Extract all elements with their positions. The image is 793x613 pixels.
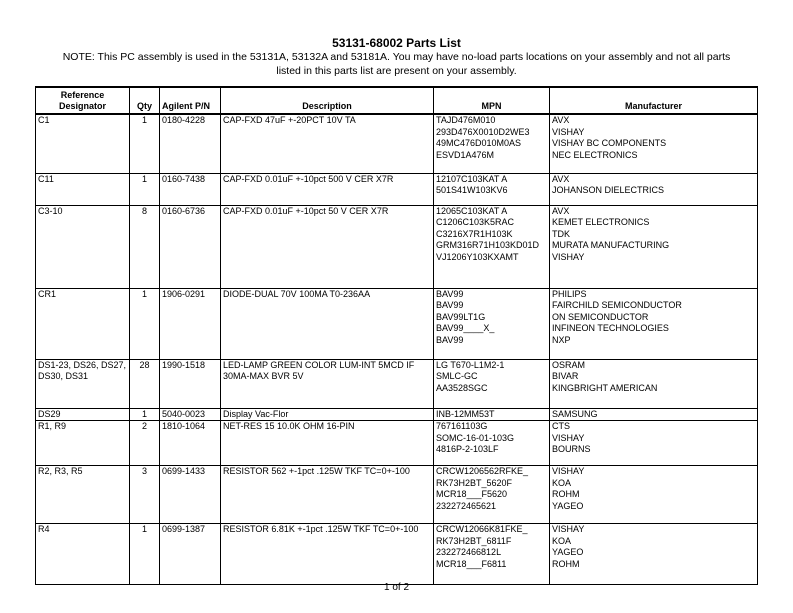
mpn-entry: MCR18___F6811 bbox=[436, 558, 507, 569]
mpn-entry: RK73H2BT_6811F bbox=[436, 535, 512, 546]
mpn-entry: VJ1206Y103KXAMT bbox=[436, 251, 519, 262]
table-row bbox=[36, 408, 758, 421]
manufacturer-entry: NEC ELECTRONICS bbox=[552, 149, 638, 160]
manufacturer-entry: TDK bbox=[552, 228, 570, 239]
manufacturer-entry: VISHAY bbox=[552, 524, 585, 534]
table-row bbox=[36, 466, 758, 524]
cell-agilent-pn: 5040-0023 bbox=[160, 408, 221, 421]
mpn-entry: BAV99 bbox=[436, 288, 464, 299]
mpn-entry: LG T670-L1M2-1 bbox=[436, 359, 505, 370]
cell-mpn bbox=[434, 205, 550, 288]
mpn-entry: BAV99____X_ bbox=[436, 323, 495, 333]
mpn-entry: 293D476X0010D2WE3 bbox=[436, 126, 530, 137]
cell-agilent-pn: 0160-6736 bbox=[160, 205, 221, 288]
manufacturer-entry: FAIRCHILD SEMICONDUCTOR bbox=[552, 300, 682, 310]
cell-qty: 3 bbox=[130, 466, 160, 524]
col-header-manufacturer: Manufacturer bbox=[550, 87, 758, 114]
cell-description: RESISTOR 6.81K +-1pct .125W TKF TC=0+-100 bbox=[221, 524, 434, 585]
cell-description: CAP-FXD 0.01uF +-10pct 500 V CER X7R bbox=[221, 173, 434, 205]
table-row bbox=[36, 359, 758, 408]
cell-agilent-pn: 1906-0291 bbox=[160, 288, 221, 359]
cell-mpn bbox=[434, 173, 550, 205]
col-header-agilent-pn: Agilent P/N bbox=[160, 87, 221, 114]
table-header-row bbox=[36, 87, 758, 114]
manufacturer-entry: MURATA MANUFACTURING bbox=[552, 240, 670, 250]
cell-manufacturer bbox=[550, 359, 758, 408]
mpn-entry: ESVD1A476M bbox=[436, 149, 495, 160]
manufacturer-entry: INFINEON TECHNOLOGIES bbox=[552, 323, 669, 333]
manufacturer-entry: VISHAY bbox=[552, 251, 585, 262]
cell-agilent-pn: 0160-7438 bbox=[160, 173, 221, 205]
cell-mpn bbox=[434, 408, 550, 421]
cell-reference-designator: DS1-23, DS26, DS27, DS30, DS31 bbox=[36, 359, 130, 408]
cell-description: CAP-FXD 47uF +-20PCT 10V TA bbox=[221, 114, 434, 173]
cell-manufacturer bbox=[550, 466, 758, 524]
cell-reference-designator: R4 bbox=[36, 524, 130, 585]
manufacturer-entry: NXP bbox=[552, 334, 571, 345]
mpn-entry: 232272465621 bbox=[436, 500, 497, 511]
cell-description: LED-LAMP GREEN COLOR LUM-INT 5MCD IF 30MA-MAX BVR 5V bbox=[221, 359, 434, 408]
cell-mpn bbox=[434, 359, 550, 408]
mpn-entry: SMLC-GC bbox=[436, 371, 478, 381]
manufacturer-entry: AVX bbox=[552, 115, 570, 125]
mpn-entry: MCR18___F5620 bbox=[436, 489, 508, 499]
manufacturer-entry: YAGEO bbox=[552, 547, 584, 557]
mpn-entry: RK73H2BT_5620F bbox=[436, 477, 513, 488]
parts-table bbox=[35, 86, 758, 585]
mpn-entry: C1206C103K5RAC bbox=[436, 217, 515, 227]
manufacturer-entry: BIVAR bbox=[552, 371, 579, 381]
mpn-entry: INB-12MM53T bbox=[436, 408, 495, 419]
cell-description: NET-RES 15 10.0K OHM 16-PIN bbox=[221, 421, 434, 466]
cell-reference-designator: DS29 bbox=[36, 408, 130, 421]
manufacturer-entry: ON SEMICONDUCTOR bbox=[552, 311, 649, 322]
cell-qty: 8 bbox=[130, 205, 160, 288]
manufacturer-entry: ROHM bbox=[552, 489, 580, 499]
cell-agilent-pn: 0699-1433 bbox=[160, 466, 221, 524]
cell-reference-designator: CR1 bbox=[36, 288, 130, 359]
manufacturer-entry: KINGBRIGHT AMERICAN bbox=[552, 382, 658, 393]
cell-reference-designator: C3-10 bbox=[36, 205, 130, 288]
manufacturer-entry: KEMET ELECTRONICS bbox=[552, 217, 650, 227]
manufacturer-entry: CTS bbox=[552, 421, 570, 431]
cell-description: RESISTOR 562 +-1pct .125W TKF TC=0+-100 bbox=[221, 466, 434, 524]
mpn-entry: C3216X7R1H103K bbox=[436, 228, 513, 239]
manufacturer-entry: VISHAY bbox=[552, 126, 585, 137]
col-header-description: Description bbox=[221, 87, 434, 114]
mpn-entry: BAV99LT1G bbox=[436, 311, 486, 322]
mpn-entry: 12065C103KAT A bbox=[436, 205, 508, 216]
cell-manufacturer bbox=[550, 114, 758, 173]
mpn-entry: CRCW12066K81FKE_ bbox=[436, 524, 528, 534]
page-title: 53131-68002 Parts List bbox=[332, 36, 461, 50]
cell-manufacturer bbox=[550, 408, 758, 421]
mpn-entry: CRCW1206562RFKE_ bbox=[436, 466, 529, 476]
cell-qty: 2 bbox=[130, 421, 160, 466]
manufacturer-entry: ROHM bbox=[552, 558, 580, 569]
manufacturer-entry: VISHAY bbox=[552, 432, 585, 443]
cell-mpn bbox=[434, 421, 550, 466]
cell-mpn bbox=[434, 524, 550, 585]
cell-description: DIODE-DUAL 70V 100MA T0-236AA bbox=[221, 288, 434, 359]
mpn-entry: 501S41W103KV6 bbox=[436, 185, 508, 195]
cell-manufacturer bbox=[550, 173, 758, 205]
manufacturer-entry: JOHANSON DIELECTRICS bbox=[552, 185, 665, 195]
cell-qty: 28 bbox=[130, 359, 160, 408]
table-row bbox=[36, 421, 758, 466]
cell-manufacturer bbox=[550, 288, 758, 359]
table-row bbox=[36, 173, 758, 205]
col-header-mpn: MPN bbox=[434, 87, 550, 114]
cell-description: CAP-FXD 0.01uF +-10pct 50 V CER X7R bbox=[221, 205, 434, 288]
col-header-qty: Qty bbox=[130, 87, 160, 114]
manufacturer-entry: VISHAY bbox=[552, 466, 585, 476]
mpn-entry: 49MC476D010M0AS bbox=[436, 138, 522, 148]
cell-agilent-pn: 0180-4228 bbox=[160, 114, 221, 173]
table-row bbox=[36, 524, 758, 585]
mpn-entry: GRM316R71H103KD01D bbox=[436, 240, 540, 250]
manufacturer-entry: AVX bbox=[552, 173, 570, 184]
assembly-note: NOTE: This PC assembly is used in the 53131A, 53132A and 53181A. You may have no-load parts locations on your assembly and not all parts listed in this parts list are present on your assembly. bbox=[62, 51, 731, 77]
cell-qty: 1 bbox=[130, 408, 160, 421]
cell-reference-designator: R1, R9 bbox=[36, 421, 130, 466]
col-header-reference-designator: Reference Designator bbox=[36, 87, 130, 114]
cell-qty: 1 bbox=[130, 114, 160, 173]
cell-reference-designator: C1 bbox=[36, 114, 130, 173]
page-number: 1 of 2 bbox=[383, 582, 410, 593]
cell-manufacturer bbox=[550, 205, 758, 288]
table-row bbox=[36, 114, 758, 173]
manufacturer-entry: SAMSUNG bbox=[552, 408, 598, 419]
cell-manufacturer bbox=[550, 524, 758, 585]
cell-qty: 1 bbox=[130, 288, 160, 359]
manufacturer-entry: OSRAM bbox=[552, 359, 586, 370]
cell-qty: 1 bbox=[130, 524, 160, 585]
cell-mpn bbox=[434, 114, 550, 173]
table-row bbox=[36, 205, 758, 288]
cell-mpn bbox=[434, 466, 550, 524]
mpn-entry: BAV99 bbox=[436, 334, 464, 345]
mpn-entry: 12107C103KAT A bbox=[436, 173, 508, 184]
cell-qty: 1 bbox=[130, 173, 160, 205]
cell-agilent-pn: 1990-1518 bbox=[160, 359, 221, 408]
cell-manufacturer bbox=[550, 421, 758, 466]
cell-agilent-pn: 1810-1064 bbox=[160, 421, 221, 466]
manufacturer-entry: BOURNS bbox=[552, 444, 591, 454]
cell-reference-designator: C11 bbox=[36, 173, 130, 205]
manufacturer-entry: KOA bbox=[552, 477, 572, 488]
cell-agilent-pn: 0699-1387 bbox=[160, 524, 221, 585]
manufacturer-entry: YAGEO bbox=[552, 500, 584, 511]
parts-table-body bbox=[36, 114, 758, 585]
cell-reference-designator: R2, R3, R5 bbox=[36, 466, 130, 524]
table-row bbox=[36, 288, 758, 359]
manufacturer-entry: VISHAY BC COMPONENTS bbox=[552, 138, 667, 148]
mpn-entry: AA3528SGC bbox=[436, 382, 488, 393]
mpn-entry: TAJD476M010 bbox=[436, 115, 496, 125]
mpn-entry: BAV99 bbox=[436, 300, 464, 310]
mpn-entry: 232272466812L bbox=[436, 547, 502, 557]
mpn-entry: SOMC-16-01-103G bbox=[436, 432, 515, 443]
manufacturer-entry: PHILIPS bbox=[552, 288, 587, 299]
cell-mpn bbox=[434, 288, 550, 359]
mpn-entry: 4816P-2-103LF bbox=[436, 444, 499, 454]
manufacturer-entry: AVX bbox=[552, 205, 570, 216]
mpn-entry: 767161103G bbox=[436, 421, 488, 431]
cell-description: Display Vac-Flor bbox=[221, 408, 434, 421]
manufacturer-entry: KOA bbox=[552, 535, 572, 546]
